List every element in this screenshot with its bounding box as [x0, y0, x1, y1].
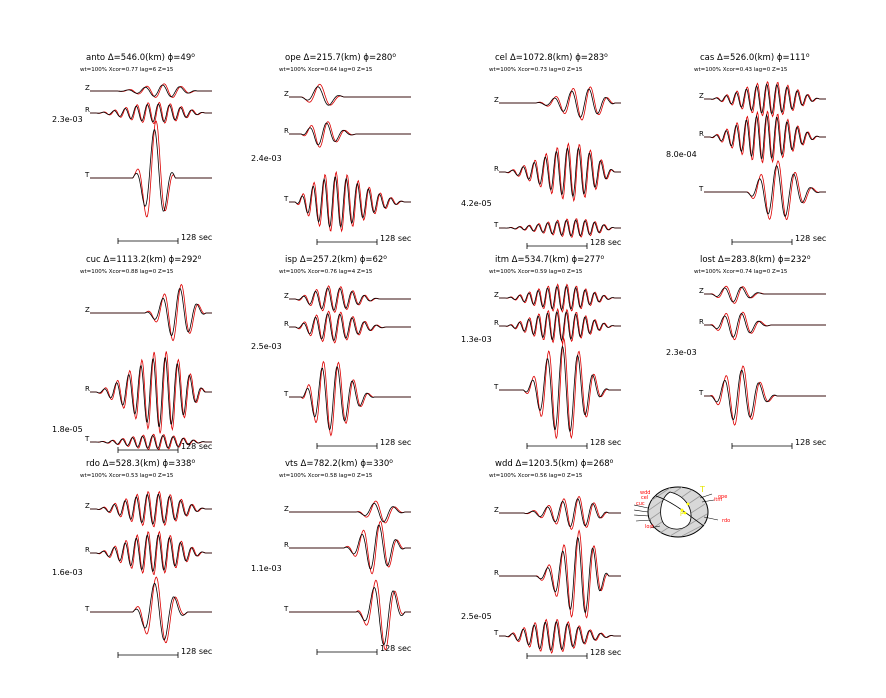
observed-trace — [704, 287, 826, 302]
panel-stats: wt=100% Xcor=0.53 lag=0 Z=15 — [80, 473, 174, 479]
synthetic-trace — [90, 121, 212, 217]
observed-trace — [90, 130, 212, 211]
panel-cel — [461, 52, 621, 249]
component-label: T — [284, 605, 289, 613]
component-label: R — [494, 165, 499, 173]
component-label: R — [284, 320, 289, 328]
component-label: Z — [85, 502, 90, 510]
component-label: Z — [699, 287, 704, 295]
synthetic-trace — [90, 351, 212, 433]
mechanism-line — [634, 515, 649, 516]
component-label: R — [85, 385, 90, 393]
panel-stats: wt=100% Xcor=0.76 lag=4 Z=15 — [279, 269, 373, 275]
time-scale-label: 128 sec — [380, 438, 412, 447]
panel-stats: wt=100% Xcor=0.56 lag=0 Z=15 — [489, 473, 583, 479]
amplitude-label: 1.1e-03 — [251, 564, 282, 573]
panel-title: rdo Δ=528.3(km) $\phi=338^o$ — [86, 458, 196, 469]
component-label: Z — [284, 505, 289, 513]
amplitude-label: 4.2e-05 — [461, 199, 492, 208]
mechanism-axis-label: P — [680, 511, 684, 518]
observed-trace — [289, 87, 411, 106]
synthetic-trace — [90, 102, 212, 123]
amplitude-label: 1.3e-03 — [461, 335, 492, 344]
component-label: R — [85, 546, 90, 554]
panel-stats: wt=100% Xcor=0.88 lag=0 Z=15 — [80, 269, 174, 275]
synthetic-trace — [704, 286, 826, 303]
synthetic-trace — [90, 285, 212, 341]
component-label: T — [494, 383, 499, 391]
panel-title: anto Δ=546.0(km) $\phi=49^o$ — [86, 52, 195, 63]
panel-itm — [461, 254, 621, 449]
component-label: Z — [85, 306, 90, 314]
mechanism-axis-point — [681, 509, 684, 512]
amplitude-label: 2.5e-03 — [251, 342, 282, 351]
synthetic-trace — [704, 111, 826, 162]
panel-stats: wt=100% Xcor=0.43 lag=0 Z=15 — [694, 67, 788, 73]
observed-trace — [704, 314, 826, 338]
component-label: Z — [699, 92, 704, 100]
panel-cas — [666, 52, 826, 245]
component-label: T — [85, 435, 90, 443]
observed-trace — [289, 503, 411, 522]
synthetic-trace — [289, 362, 411, 436]
synthetic-trace — [499, 339, 621, 439]
component-label: T — [494, 221, 499, 229]
synthetic-trace — [704, 82, 826, 117]
component-label: T — [85, 605, 90, 613]
component-label: R — [494, 319, 499, 327]
amplitude-label: 1.6e-03 — [52, 568, 83, 577]
focal-mechanism — [634, 485, 730, 537]
component-label: R — [284, 541, 289, 549]
panel-anto — [52, 52, 212, 244]
observed-trace — [289, 525, 411, 569]
component-label: Z — [284, 292, 289, 300]
component-label: R — [284, 127, 289, 135]
amplitude-label: 1.8e-05 — [52, 425, 83, 434]
mechanism-station-label: rdo — [722, 518, 731, 524]
panel-title: cuc Δ=1113.2(km) $\phi=292^o$ — [86, 254, 202, 265]
synthetic-trace — [289, 84, 411, 105]
panel-title: ope Δ=215.7(km) $\phi=280^o$ — [285, 52, 396, 63]
panel-stats: wt=100% Xcor=0.64 lag=0 Z=15 — [279, 67, 373, 73]
component-label: T — [699, 185, 704, 193]
component-label: T — [494, 629, 499, 637]
panel-vts — [251, 458, 411, 655]
time-scale-label: 128 sec — [380, 234, 412, 243]
synthetic-trace — [499, 531, 621, 618]
panel-lost — [666, 254, 826, 449]
panel-stats: wt=100% Xcor=0.59 lag=0 Z=15 — [489, 269, 583, 275]
observed-trace — [90, 288, 212, 335]
component-label: R — [494, 569, 499, 577]
mechanism-axis-label: T — [700, 485, 705, 494]
time-scale-label: 128 sec — [590, 238, 622, 247]
mechanism-station-label: itm — [714, 497, 723, 503]
synthetic-trace — [704, 366, 826, 425]
synthetic-trace — [90, 492, 212, 527]
panel-title: isp Δ=257.2(km) $\phi=62^o$ — [285, 254, 387, 265]
time-scale-label: 128 sec — [181, 442, 213, 451]
time-scale-label: 128 sec — [590, 648, 622, 657]
panel-title: vts Δ=782.2(km) $\phi=330^o$ — [285, 458, 393, 469]
amplitude-label: 2.3e-03 — [666, 348, 697, 357]
component-label: T — [85, 171, 90, 179]
time-scale-label: 128 sec — [181, 233, 213, 242]
panel-title: wdd Δ=1203.5(km) $\phi=268^o$ — [495, 458, 614, 469]
component-label: Z — [494, 506, 499, 514]
mechanism-line — [700, 494, 712, 498]
mechanism-station-label: lost — [645, 524, 655, 530]
mechanism-line — [634, 510, 648, 512]
time-scale-label: 128 sec — [590, 438, 622, 447]
component-label: T — [284, 195, 289, 203]
component-label: T — [699, 389, 704, 397]
synthetic-trace — [90, 532, 212, 575]
panel-rdo — [52, 458, 212, 658]
panel-title: itm Δ=534.7(km) $\phi=277^o$ — [495, 254, 605, 265]
time-scale-label: 128 sec — [795, 438, 827, 447]
panel-stats: wt=100% Xcor=0.73 lag=0 Z=15 — [489, 67, 583, 73]
panel-stats: wt=100% Xcor=0.74 lag=0 Z=15 — [694, 269, 788, 275]
synthetic-trace — [289, 172, 411, 231]
component-label: T — [284, 390, 289, 398]
mechanism-station-label: ope — [718, 494, 728, 500]
component-label: R — [699, 130, 704, 138]
waveform-panels — [52, 52, 826, 659]
mechanism-line — [636, 520, 651, 521]
component-label: Z — [85, 84, 90, 92]
mechanism-axis-point — [684, 512, 687, 515]
panel-ope — [251, 52, 411, 245]
panel-isp — [251, 254, 411, 449]
mechanism-station-label: cuc — [636, 501, 645, 507]
panel-stats: wt=100% Xcor=0.77 lag=6 Z=15 — [80, 67, 174, 73]
panel-cuc — [52, 254, 212, 453]
panel-title: cel Δ=1072.8(km) $\phi=283^o$ — [495, 52, 608, 63]
amplitude-label: 2.3e-03 — [52, 115, 83, 124]
mechanism-axis-point — [687, 503, 690, 506]
amplitude-label: 2.5e-05 — [461, 612, 492, 621]
panel-title: lost Δ=283.8(km) $\phi=232^o$ — [700, 254, 811, 265]
time-scale-label: 128 sec — [181, 647, 213, 656]
component-label: Z — [494, 96, 499, 104]
panel-title: cas Δ=526.0(km) $\phi=111^o$ — [700, 52, 810, 63]
synthetic-trace — [90, 577, 212, 643]
mechanism-station-label: cel — [641, 495, 649, 501]
panel-stats: wt=100% Xcor=0.58 lag=0 Z=15 — [279, 473, 373, 479]
amplitude-label: 2.4e-03 — [251, 154, 282, 163]
component-label: R — [699, 318, 704, 326]
synthetic-trace — [499, 144, 621, 201]
time-scale-label: 128 sec — [380, 644, 412, 653]
time-scale-label: 128 sec — [795, 234, 827, 243]
component-label: Z — [284, 90, 289, 98]
amplitude-label: 8.0e-04 — [666, 150, 697, 159]
panel-wdd — [461, 458, 621, 659]
component-label: R — [85, 106, 90, 114]
component-label: Z — [494, 291, 499, 299]
synthetic-trace — [499, 87, 621, 120]
mechanism-station-label: wdd — [640, 490, 651, 496]
